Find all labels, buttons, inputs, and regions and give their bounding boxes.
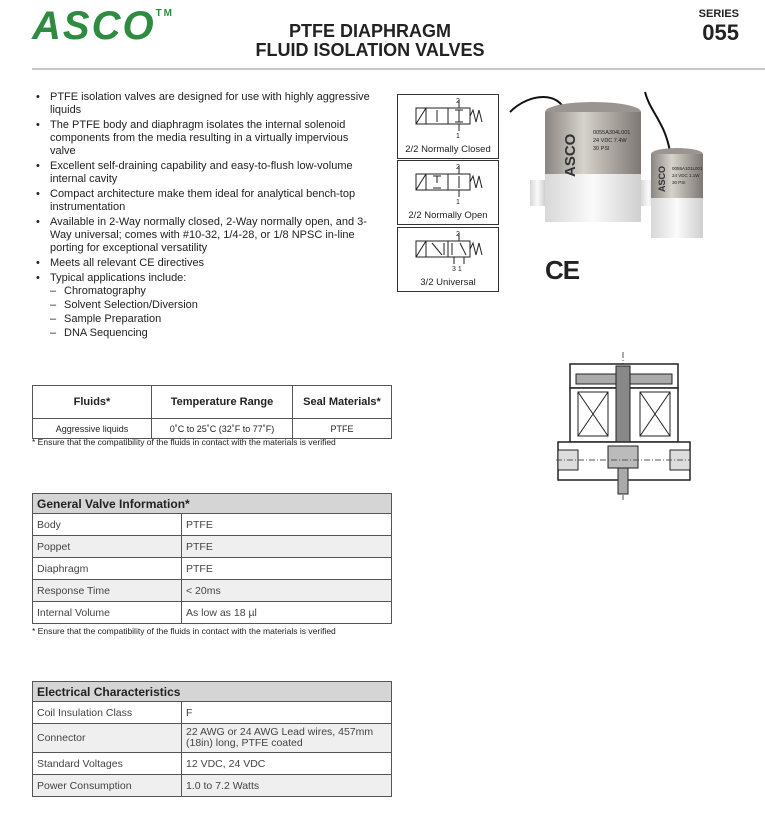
feature-list — [36, 91, 376, 342]
svg-text:0055A101L001: 0055A101L001 — [672, 166, 703, 171]
title-line-1: PTFE DIAPHRAGM — [289, 21, 451, 41]
symbol-normally-open — [397, 160, 499, 225]
table-row — [33, 536, 392, 558]
symbol-caption: 3/2 Universal — [420, 277, 476, 288]
port-label-top: 2 — [456, 231, 460, 238]
port-label-bottom: 3 1 — [452, 266, 462, 273]
table-cell-value: PTFE — [182, 558, 392, 580]
table-row — [33, 775, 392, 797]
small-valve-body — [651, 198, 703, 238]
table-row — [33, 602, 392, 624]
applications-list — [50, 285, 376, 340]
valve-brand-label: ASCO — [562, 133, 579, 177]
table-cell-key: Connector — [33, 724, 182, 753]
general-info-note: * Ensure that the compatibility of the fluids in contact with the materials is verified — [32, 626, 336, 636]
valve-symbol-nc-icon — [398, 95, 498, 143]
table-cell-value: 22 AWG or 24 AWG Lead wires, 457mm (18in) long, PTFE coated — [182, 724, 392, 753]
lead-wire-icon — [645, 92, 670, 152]
table-cell-value: < 20ms — [182, 580, 392, 602]
general-info-table — [32, 493, 392, 624]
application-item: – DNA Sequencing — [50, 327, 376, 340]
title-line-2: FLUID ISOLATION VALVES — [255, 40, 485, 60]
symbol-caption: 2/2 Normally Open — [408, 210, 488, 221]
port-label-bottom: 1 — [456, 133, 460, 140]
table-cell-key: Response Time — [33, 580, 182, 602]
feature-item: • Meets all relevant CE directives — [36, 257, 376, 270]
symbol-universal — [397, 227, 499, 292]
table-cell-value: PTFE — [182, 514, 392, 536]
asco-logo: ASCO™ — [32, 4, 175, 48]
column-header: Fluids* — [33, 386, 152, 419]
table-cell-value: 12 VDC, 24 VDC — [182, 753, 392, 775]
port-label-top: 2 — [456, 164, 460, 171]
table-cell-key: Body — [33, 514, 182, 536]
table-row — [33, 580, 392, 602]
table-row — [33, 702, 392, 724]
electrical-table — [32, 681, 392, 797]
table-cell-key: Poppet — [33, 536, 182, 558]
column-header: Seal Materials* — [293, 386, 392, 419]
large-valve-body — [545, 174, 641, 222]
table-cell-value: 1.0 to 7.2 Watts — [182, 775, 392, 797]
feature-item: • Available in 2-Way normally closed, 2-Way normally open, and 3-Way universal; comes with #10-32, 1/4-28, or 1/8 NPSC in-line porting for exceptional versatility — [36, 216, 376, 255]
application-item: – Solvent Selection/Diversion — [50, 299, 376, 312]
svg-text:24 VDC 1.1W: 24 VDC 1.1W — [672, 173, 700, 178]
table-row — [33, 753, 392, 775]
svg-text:30 PSI: 30 PSI — [672, 180, 686, 185]
page-title — [200, 22, 540, 60]
table-cell-key: Power Consumption — [33, 775, 182, 797]
product-photo — [505, 82, 705, 252]
valve-symbol-universal-icon — [398, 228, 498, 276]
table-row — [33, 558, 392, 580]
cross-section-drawing — [556, 352, 691, 502]
table-cell-value: PTFE — [182, 536, 392, 558]
svg-text:30 PSI: 30 PSI — [593, 146, 610, 152]
feature-item: • Compact architecture make them ideal for analytical bench-top instrumentation — [36, 188, 376, 214]
table-cell-value: F — [182, 702, 392, 724]
table-cell-key: Coil Insulation Class — [33, 702, 182, 724]
table-cell: 0˚C to 25˚C (32˚F to 77˚F) — [152, 419, 293, 439]
table-row — [33, 419, 392, 439]
feature-item: • Excellent self-draining capability and easy-to-flush low-volume internal cavity — [36, 160, 376, 186]
table-cell: PTFE — [293, 419, 392, 439]
header-divider — [32, 68, 765, 70]
svg-text:24 VDC 7.4W: 24 VDC 7.4W — [593, 138, 627, 144]
table-cell-key: Standard Voltages — [33, 753, 182, 775]
port-label-top: 2 — [456, 98, 460, 105]
series-label: SERIES — [698, 8, 739, 20]
table-row — [33, 724, 392, 753]
feature-item: • The PTFE body and diaphragm isolates the internal solenoid components from the media resulting in a virtually impervious valve — [36, 119, 376, 158]
port-label-bottom: 1 — [456, 199, 460, 206]
svg-text:0055A304L001: 0055A304L001 — [593, 130, 631, 136]
feature-item: • PTFE isolation valves are designed for use with highly aggressive liquids — [36, 91, 376, 117]
fluids-note: * Ensure that the compatibility of the fluids in contact with the materials is verified — [32, 437, 336, 447]
valve-symbol-no-icon — [398, 161, 498, 209]
application-item: – Chromatography — [50, 285, 376, 298]
ce-mark: CE — [545, 255, 580, 285]
svg-text:ASCO: ASCO — [657, 165, 667, 192]
symbol-normally-closed — [397, 94, 499, 159]
fluids-table — [32, 385, 392, 439]
column-header: Temperature Range — [152, 386, 293, 419]
table-cell-key: Internal Volume — [33, 602, 182, 624]
application-item: – Sample Preparation — [50, 313, 376, 326]
series-number: 055 — [702, 20, 739, 45]
table-row — [33, 514, 392, 536]
table-title: Electrical Characteristics — [33, 682, 392, 702]
table-cell-key: Diaphragm — [33, 558, 182, 580]
feature-item: • Typical applications include: – Chromatography – Solvent Selection/Diversion – Sample Preparation – DNA Sequencing — [36, 272, 376, 340]
table-cell: Aggressive liquids — [33, 419, 152, 439]
symbol-caption: 2/2 Normally Closed — [405, 144, 491, 155]
table-title: General Valve Information* — [33, 494, 392, 514]
table-cell-value: As low as 18 µl — [182, 602, 392, 624]
